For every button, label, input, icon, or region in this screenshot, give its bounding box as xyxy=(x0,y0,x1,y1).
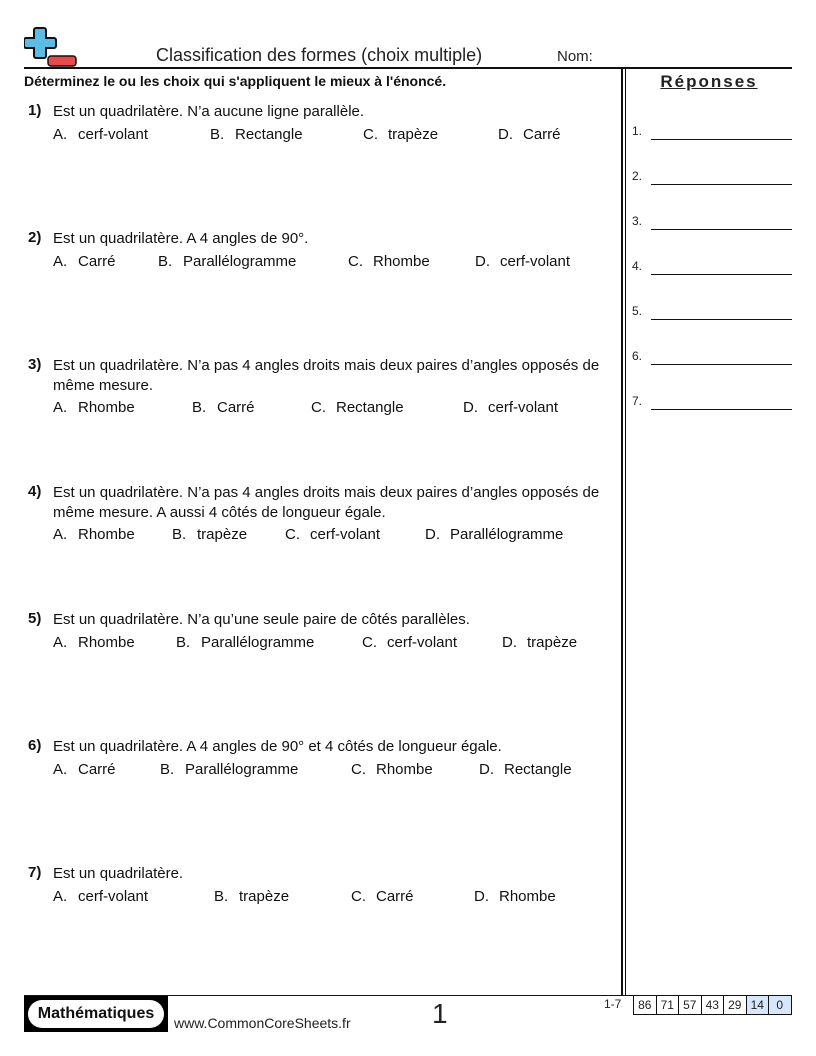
question-text: Est un quadrilatère. N’a qu’une seule paire de côtés parallèles. xyxy=(53,611,470,628)
answer-blank[interactable] xyxy=(651,409,792,410)
question-text: Est un quadrilatère. N’a aucune ligne parallèle. xyxy=(53,103,365,120)
score-cell: 43 xyxy=(702,996,725,1014)
answer-row-5[interactable] xyxy=(632,304,792,322)
choice-a[interactable]: A. Rhombe xyxy=(53,634,135,651)
choice-c[interactable]: C. Rhombe xyxy=(351,761,433,778)
site-url: www.CommonCoreSheets.fr xyxy=(174,1015,351,1031)
score-cell: 71 xyxy=(657,996,680,1014)
answer-number: 4. xyxy=(632,259,643,273)
answer-number: 6. xyxy=(632,349,643,363)
question-number: 4) xyxy=(28,483,42,500)
choice-a[interactable]: A. Carré xyxy=(53,253,116,270)
choice-d[interactable]: D. Carré xyxy=(498,126,561,143)
question-text: Est un quadrilatère. N’a pas 4 angles droits mais deux paires d’angles opposés de même mesure. xyxy=(53,357,600,394)
score-cell-highlighted: 0 xyxy=(769,996,792,1014)
answer-blank[interactable] xyxy=(651,229,792,230)
question-number: 5) xyxy=(28,610,42,627)
choice-b[interactable]: B. trapèze xyxy=(214,888,290,905)
answer-number: 3. xyxy=(632,214,643,228)
choice-b[interactable]: B. Parallélogramme xyxy=(158,253,297,270)
question-number: 1) xyxy=(28,102,42,119)
choice-a[interactable]: A. cerf-volant xyxy=(53,126,149,143)
choice-b[interactable]: B. Rectangle xyxy=(210,126,303,143)
choice-d[interactable]: D. Rhombe xyxy=(474,888,556,905)
choice-a[interactable]: A. cerf-volant xyxy=(53,888,149,905)
choice-c[interactable]: C. cerf-volant xyxy=(362,634,458,651)
answer-row-1[interactable] xyxy=(632,124,792,142)
choice-c[interactable]: C. Rectangle xyxy=(311,399,404,416)
choice-a[interactable]: A. Rhombe xyxy=(53,526,135,543)
answer-number: 7. xyxy=(632,394,643,408)
question-number: 3) xyxy=(28,356,42,373)
choice-d[interactable]: D. Parallélogramme xyxy=(425,526,564,543)
choice-d[interactable]: D. trapèze xyxy=(502,634,578,651)
choice-c[interactable]: C. trapèze xyxy=(363,126,439,143)
column-divider-inner xyxy=(625,69,626,996)
answer-number: 5. xyxy=(632,304,643,318)
header-rule xyxy=(24,67,792,69)
choice-d[interactable]: D. cerf-volant xyxy=(463,399,559,416)
choice-c[interactable]: C. Carré xyxy=(351,888,414,905)
answer-row-6[interactable] xyxy=(632,349,792,367)
answer-blank[interactable] xyxy=(651,274,792,275)
choice-b[interactable]: B. trapèze xyxy=(172,526,248,543)
score-table xyxy=(633,996,792,1015)
answer-number: 2. xyxy=(632,169,643,183)
choice-c[interactable]: C. cerf-volant xyxy=(285,526,381,543)
score-cell: 86 xyxy=(634,996,657,1014)
answers-title: Réponses xyxy=(660,72,758,91)
score-cell: 57 xyxy=(679,996,702,1014)
choice-d[interactable]: D. cerf-volant xyxy=(475,253,571,270)
answer-row-3[interactable] xyxy=(632,214,792,232)
choice-c[interactable]: C. Rhombe xyxy=(348,253,430,270)
worksheet-title: Classification des formes (choix multiple) xyxy=(156,45,483,65)
choice-b[interactable]: B. Parallélogramme xyxy=(176,634,315,651)
score-cell: 29 xyxy=(724,996,747,1014)
question-text: Est un quadrilatère. A 4 angles de 90°. xyxy=(53,230,309,247)
choice-b[interactable]: B. Carré xyxy=(192,399,255,416)
answer-blank[interactable] xyxy=(651,139,792,140)
brand-badge xyxy=(24,996,168,1032)
brand-label: Mathématiques xyxy=(28,1000,164,1028)
answer-number: 1. xyxy=(632,124,643,138)
choice-b[interactable]: B. Parallélogramme xyxy=(160,761,299,778)
plus-minus-logo-icon xyxy=(24,26,80,68)
answer-row-7[interactable] xyxy=(632,394,792,412)
question-number: 6) xyxy=(28,737,42,754)
choice-d[interactable]: D. Rectangle xyxy=(479,761,572,778)
score-cell-highlighted: 14 xyxy=(747,996,770,1014)
answer-row-2[interactable] xyxy=(632,169,792,187)
question-text: Est un quadrilatère. N’a pas 4 angles droits mais deux paires d’angles opposés de même mesure. A aussi 4 côtés de longueur égale. xyxy=(53,484,600,521)
question-number: 2) xyxy=(28,229,42,246)
answer-blank[interactable] xyxy=(651,319,792,320)
instructions: Déterminez le ou les choix qui s'appliquent le mieux à l'énoncé. xyxy=(24,73,447,89)
answer-row-4[interactable] xyxy=(632,259,792,277)
choice-a[interactable]: A. Rhombe xyxy=(53,399,135,416)
choice-a[interactable]: A. Carré xyxy=(53,761,116,778)
name-label: Nom: xyxy=(557,48,593,65)
question-number: 7) xyxy=(28,864,42,881)
question-text: Est un quadrilatère. xyxy=(53,865,184,882)
answer-blank[interactable] xyxy=(651,184,792,185)
answer-blank[interactable] xyxy=(651,364,792,365)
column-divider xyxy=(621,69,623,996)
page-number: 1 xyxy=(432,998,448,1029)
question-text: Est un quadrilatère. A 4 angles de 90° et 4 côtés de longueur égale. xyxy=(53,738,502,755)
score-range-label: 1-7 xyxy=(604,997,622,1011)
